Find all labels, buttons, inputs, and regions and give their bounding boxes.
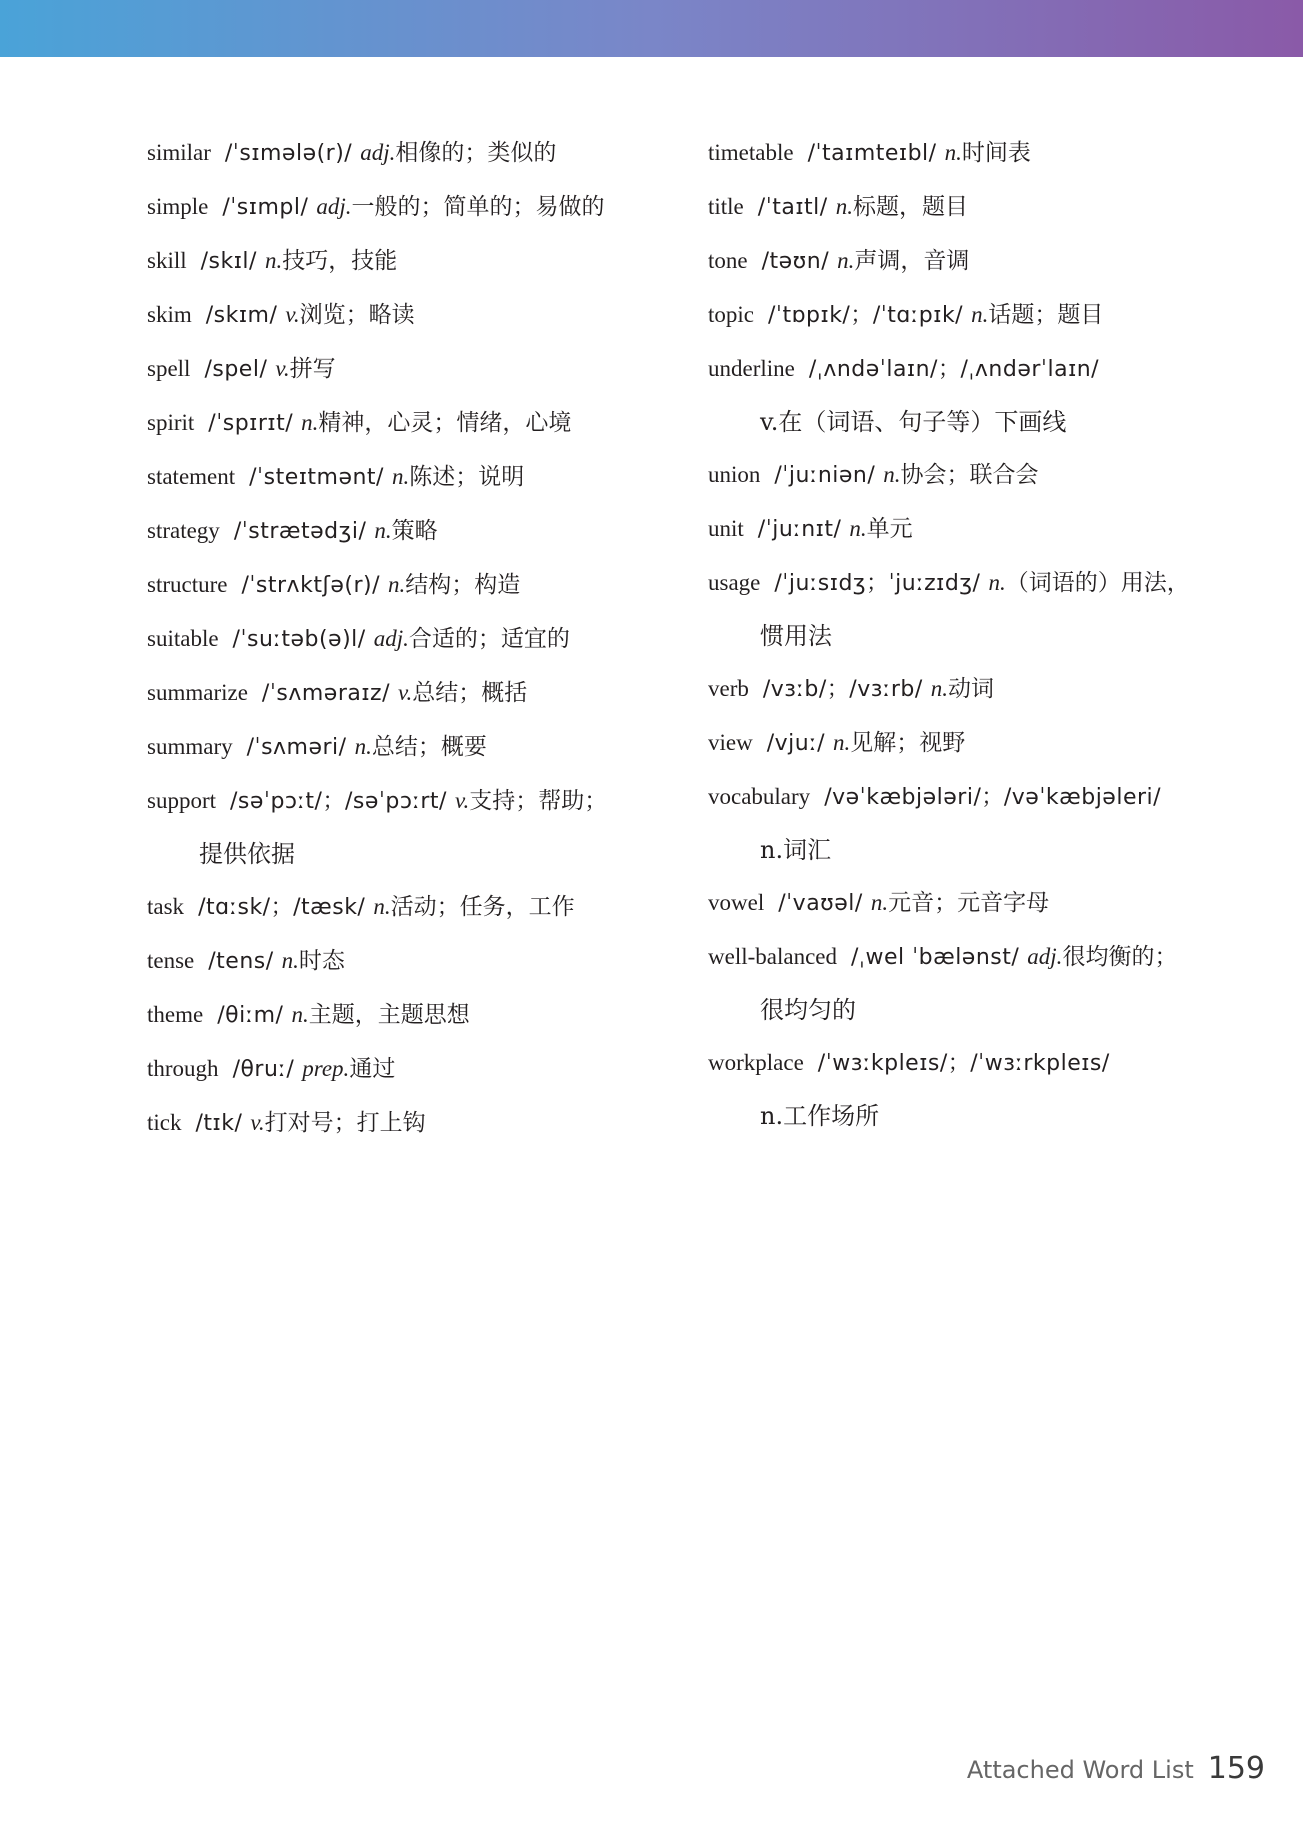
phonetic-transcription: /ˌʌndəˈlaɪn/；/ˌʌndərˈlaɪn/ bbox=[808, 357, 1100, 382]
word-entry bbox=[708, 126, 1268, 180]
part-of-speech: adj. bbox=[360, 140, 396, 165]
phonetic-transcription: /ˈsɪmpl/ bbox=[222, 195, 309, 220]
headword: union bbox=[708, 462, 761, 487]
word-entry bbox=[708, 288, 1268, 342]
part-of-speech: n. bbox=[870, 890, 889, 915]
headword: spirit bbox=[147, 410, 195, 435]
word-entry bbox=[147, 774, 687, 880]
part-of-speech: v. bbox=[275, 356, 290, 381]
word-entry bbox=[147, 288, 687, 342]
part-of-speech: n. bbox=[281, 948, 299, 973]
definition: 话题；题目 bbox=[988, 302, 1104, 328]
definition: 拼写 bbox=[289, 356, 336, 382]
headword: tick bbox=[147, 1110, 182, 1135]
definition: 总结；概要 bbox=[371, 734, 487, 760]
definition: 支持；帮助； bbox=[469, 788, 608, 814]
word-entry bbox=[708, 556, 1268, 662]
part-of-speech: n. bbox=[391, 464, 410, 489]
phonetic-transcription: /ˈsʌməri/ bbox=[246, 735, 347, 760]
word-entry bbox=[708, 1036, 1268, 1142]
headword: structure bbox=[147, 572, 228, 597]
word-entry bbox=[147, 880, 687, 934]
headword: summarize bbox=[147, 680, 248, 705]
page-footer bbox=[967, 1751, 1265, 1791]
word-entry bbox=[708, 930, 1268, 1036]
word-entry bbox=[147, 1042, 687, 1096]
definition: 结构；构造 bbox=[405, 572, 521, 598]
phonetic-transcription: /skɪm/ bbox=[205, 303, 278, 328]
definition: 元音；元音字母 bbox=[888, 890, 1050, 916]
phonetic-transcription: /spel/ bbox=[204, 357, 268, 382]
definition: 时态 bbox=[298, 948, 345, 974]
headword: statement bbox=[147, 464, 236, 489]
headword: strategy bbox=[147, 518, 220, 543]
phonetic-transcription: /ˈsʌməraɪz/ bbox=[261, 681, 390, 706]
phonetic-transcription: /ˈspɪrɪt/ bbox=[208, 411, 294, 436]
definition: 活动；任务，工作 bbox=[390, 894, 575, 920]
page-number: 159 bbox=[1207, 1751, 1265, 1786]
part-of-speech: n. bbox=[883, 462, 901, 487]
headword: summary bbox=[147, 734, 233, 759]
word-entry bbox=[147, 234, 687, 288]
phonetic-transcription: /səˈpɔːt/；/səˈpɔːrt/ bbox=[230, 789, 447, 814]
part-of-speech: adj. bbox=[373, 626, 409, 651]
phonetic-transcription: /ˈtɒpɪk/；/ˈtɑːpɪk/ bbox=[768, 303, 964, 328]
headword: unit bbox=[708, 516, 744, 541]
definition: 标题，题目 bbox=[852, 194, 968, 220]
word-entry bbox=[147, 396, 687, 450]
headword: verb bbox=[708, 676, 749, 701]
definition: 一般的；简单的；易做的 bbox=[351, 194, 605, 220]
definition: 见解；视野 bbox=[850, 730, 966, 756]
phonetic-transcription: /vjuː/ bbox=[766, 731, 826, 756]
headword: simple bbox=[147, 194, 209, 219]
headword: tone bbox=[708, 248, 748, 273]
phonetic-transcription: /ˈtaɪtl/ bbox=[757, 195, 828, 220]
word-entry bbox=[708, 448, 1268, 502]
part-of-speech: adj. bbox=[316, 194, 352, 219]
phonetic-transcription: /təʊn/ bbox=[761, 249, 830, 274]
part-of-speech: n. bbox=[833, 730, 851, 755]
word-entry bbox=[708, 180, 1268, 234]
phonetic-transcription: /ˈjuːnɪt/ bbox=[757, 517, 842, 542]
word-entry bbox=[708, 876, 1268, 930]
definition: 协会；联合会 bbox=[900, 462, 1039, 488]
definition-continuation: n.工作场所 bbox=[760, 1102, 880, 1130]
phonetic-transcription: /ˈtaɪmteɪbl/ bbox=[807, 141, 937, 166]
definition: 相像的；类似的 bbox=[395, 140, 557, 166]
phonetic-transcription: /tɪk/ bbox=[195, 1111, 243, 1136]
phonetic-transcription: /θruː/ bbox=[232, 1057, 295, 1082]
phonetic-transcription: /ˈwɜːkpleɪs/；/ˈwɜːrkpleɪs/ bbox=[817, 1051, 1110, 1076]
definition-continuation: n.词汇 bbox=[760, 836, 832, 864]
part-of-speech: n. bbox=[849, 516, 867, 541]
word-entry bbox=[708, 234, 1268, 288]
headword: timetable bbox=[708, 140, 794, 165]
word-entry bbox=[708, 770, 1268, 876]
phonetic-transcription: /ˈstrætədʒi/ bbox=[233, 519, 367, 544]
phonetic-transcription: /skɪl/ bbox=[200, 249, 257, 274]
part-of-speech: n. bbox=[944, 140, 962, 165]
phonetic-transcription: /θiːm/ bbox=[217, 1003, 284, 1028]
part-of-speech: v. bbox=[454, 788, 470, 813]
headword: well-balanced bbox=[708, 944, 837, 969]
word-entry bbox=[147, 558, 687, 612]
word-entry bbox=[147, 612, 687, 666]
headword: theme bbox=[147, 1002, 204, 1027]
phonetic-transcription: /ˌwel ˈbælənst/ bbox=[850, 945, 1020, 970]
definition: 精神，心灵；情绪，心境 bbox=[318, 410, 572, 436]
definition: 策略 bbox=[391, 518, 438, 544]
word-entry bbox=[708, 502, 1268, 556]
word-entry bbox=[147, 126, 687, 180]
part-of-speech: n. bbox=[388, 572, 406, 597]
word-list-right-column bbox=[708, 126, 1268, 1142]
definition: 技巧，技能 bbox=[282, 248, 398, 274]
headword: through bbox=[147, 1056, 219, 1081]
headword: skim bbox=[147, 302, 192, 327]
headword: topic bbox=[708, 302, 754, 327]
part-of-speech: n. bbox=[301, 410, 319, 435]
word-entry bbox=[708, 342, 1268, 448]
part-of-speech: n. bbox=[264, 248, 283, 273]
part-of-speech: n. bbox=[374, 518, 392, 543]
definition: 很均衡的； bbox=[1062, 944, 1178, 970]
word-entry bbox=[147, 1096, 687, 1150]
headword: support bbox=[147, 788, 216, 813]
word-entry bbox=[147, 180, 687, 234]
word-entry bbox=[147, 666, 687, 720]
part-of-speech: v. bbox=[285, 302, 300, 327]
phonetic-transcription: /tens/ bbox=[208, 949, 274, 974]
part-of-speech: adj. bbox=[1027, 944, 1063, 969]
definition: 主题，主题思想 bbox=[308, 1002, 470, 1028]
headword: usage bbox=[708, 570, 761, 595]
part-of-speech: n. bbox=[291, 1002, 309, 1027]
phonetic-transcription: /tɑːsk/；/tæsk/ bbox=[198, 895, 366, 920]
headword: skill bbox=[147, 248, 187, 273]
headword: spell bbox=[147, 356, 191, 381]
word-entry bbox=[708, 716, 1268, 770]
headword: tense bbox=[147, 948, 195, 973]
phonetic-transcription: /ˈstrʌktʃə(r)/ bbox=[241, 573, 380, 598]
word-entry bbox=[147, 450, 687, 504]
word-entry bbox=[147, 504, 687, 558]
part-of-speech: v. bbox=[397, 680, 413, 705]
phonetic-transcription: /ˈjuːsɪdʒ；ˈjuːzɪdʒ/ bbox=[774, 571, 981, 596]
phonetic-transcription: /ˈsuːtəb(ə)l/ bbox=[232, 627, 366, 652]
definition-continuation: 惯用法 bbox=[760, 622, 832, 650]
definition: 打对号；打上钩 bbox=[264, 1110, 426, 1136]
headword: similar bbox=[147, 140, 211, 165]
headword: title bbox=[708, 194, 744, 219]
part-of-speech: n. bbox=[988, 570, 1006, 595]
definition: 动词 bbox=[948, 676, 995, 702]
definition: 通过 bbox=[349, 1056, 396, 1082]
word-list-left-column bbox=[147, 126, 687, 1150]
phonetic-transcription: /vɜːb/；/vɜːrb/ bbox=[762, 677, 923, 702]
part-of-speech: n. bbox=[373, 894, 391, 919]
part-of-speech: prep. bbox=[302, 1056, 350, 1081]
footer-label: Attached Word List bbox=[966, 1756, 1194, 1784]
phonetic-transcription: /ˈsteɪtmənt/ bbox=[249, 465, 384, 490]
part-of-speech: n. bbox=[354, 734, 372, 759]
word-entry bbox=[147, 934, 687, 988]
part-of-speech: v. bbox=[250, 1110, 265, 1135]
header-gradient-band bbox=[0, 0, 1303, 57]
definition: 陈述；说明 bbox=[409, 464, 525, 490]
definition-continuation: 很均匀的 bbox=[760, 996, 856, 1024]
phonetic-transcription: /ˈvaʊəl/ bbox=[778, 891, 863, 916]
word-entry bbox=[147, 988, 687, 1042]
definition: 单元 bbox=[866, 516, 913, 542]
part-of-speech: n. bbox=[835, 194, 853, 219]
headword: underline bbox=[708, 356, 795, 381]
definition: 合适的；适宜的 bbox=[408, 626, 570, 652]
part-of-speech: n. bbox=[930, 676, 949, 701]
word-entry bbox=[147, 720, 687, 774]
headword: view bbox=[708, 730, 753, 755]
headword: suitable bbox=[147, 626, 219, 651]
headword: task bbox=[147, 894, 185, 919]
definition: 声调，音调 bbox=[854, 248, 970, 274]
definition: 浏览；略读 bbox=[299, 302, 415, 328]
headword: vowel bbox=[708, 890, 765, 915]
part-of-speech: n. bbox=[837, 248, 855, 273]
definition: 总结；概括 bbox=[412, 680, 528, 706]
definition-continuation: v.在（词语、句子等）下画线 bbox=[760, 408, 1067, 436]
definition: 时间表 bbox=[961, 140, 1031, 166]
definition-continuation: 提供依据 bbox=[199, 840, 295, 868]
definition: （词语的）用法， bbox=[1005, 570, 1190, 596]
word-entry bbox=[708, 662, 1268, 716]
headword: vocabulary bbox=[708, 784, 811, 809]
part-of-speech: n. bbox=[971, 302, 989, 327]
phonetic-transcription: /ˈjuːniən/ bbox=[774, 463, 876, 488]
headword: workplace bbox=[708, 1050, 804, 1075]
phonetic-transcription: /vəˈkæbjələri/；/vəˈkæbjəleri/ bbox=[824, 785, 1162, 810]
phonetic-transcription: /ˈsɪmələ(r)/ bbox=[224, 141, 353, 166]
word-entry bbox=[147, 342, 687, 396]
